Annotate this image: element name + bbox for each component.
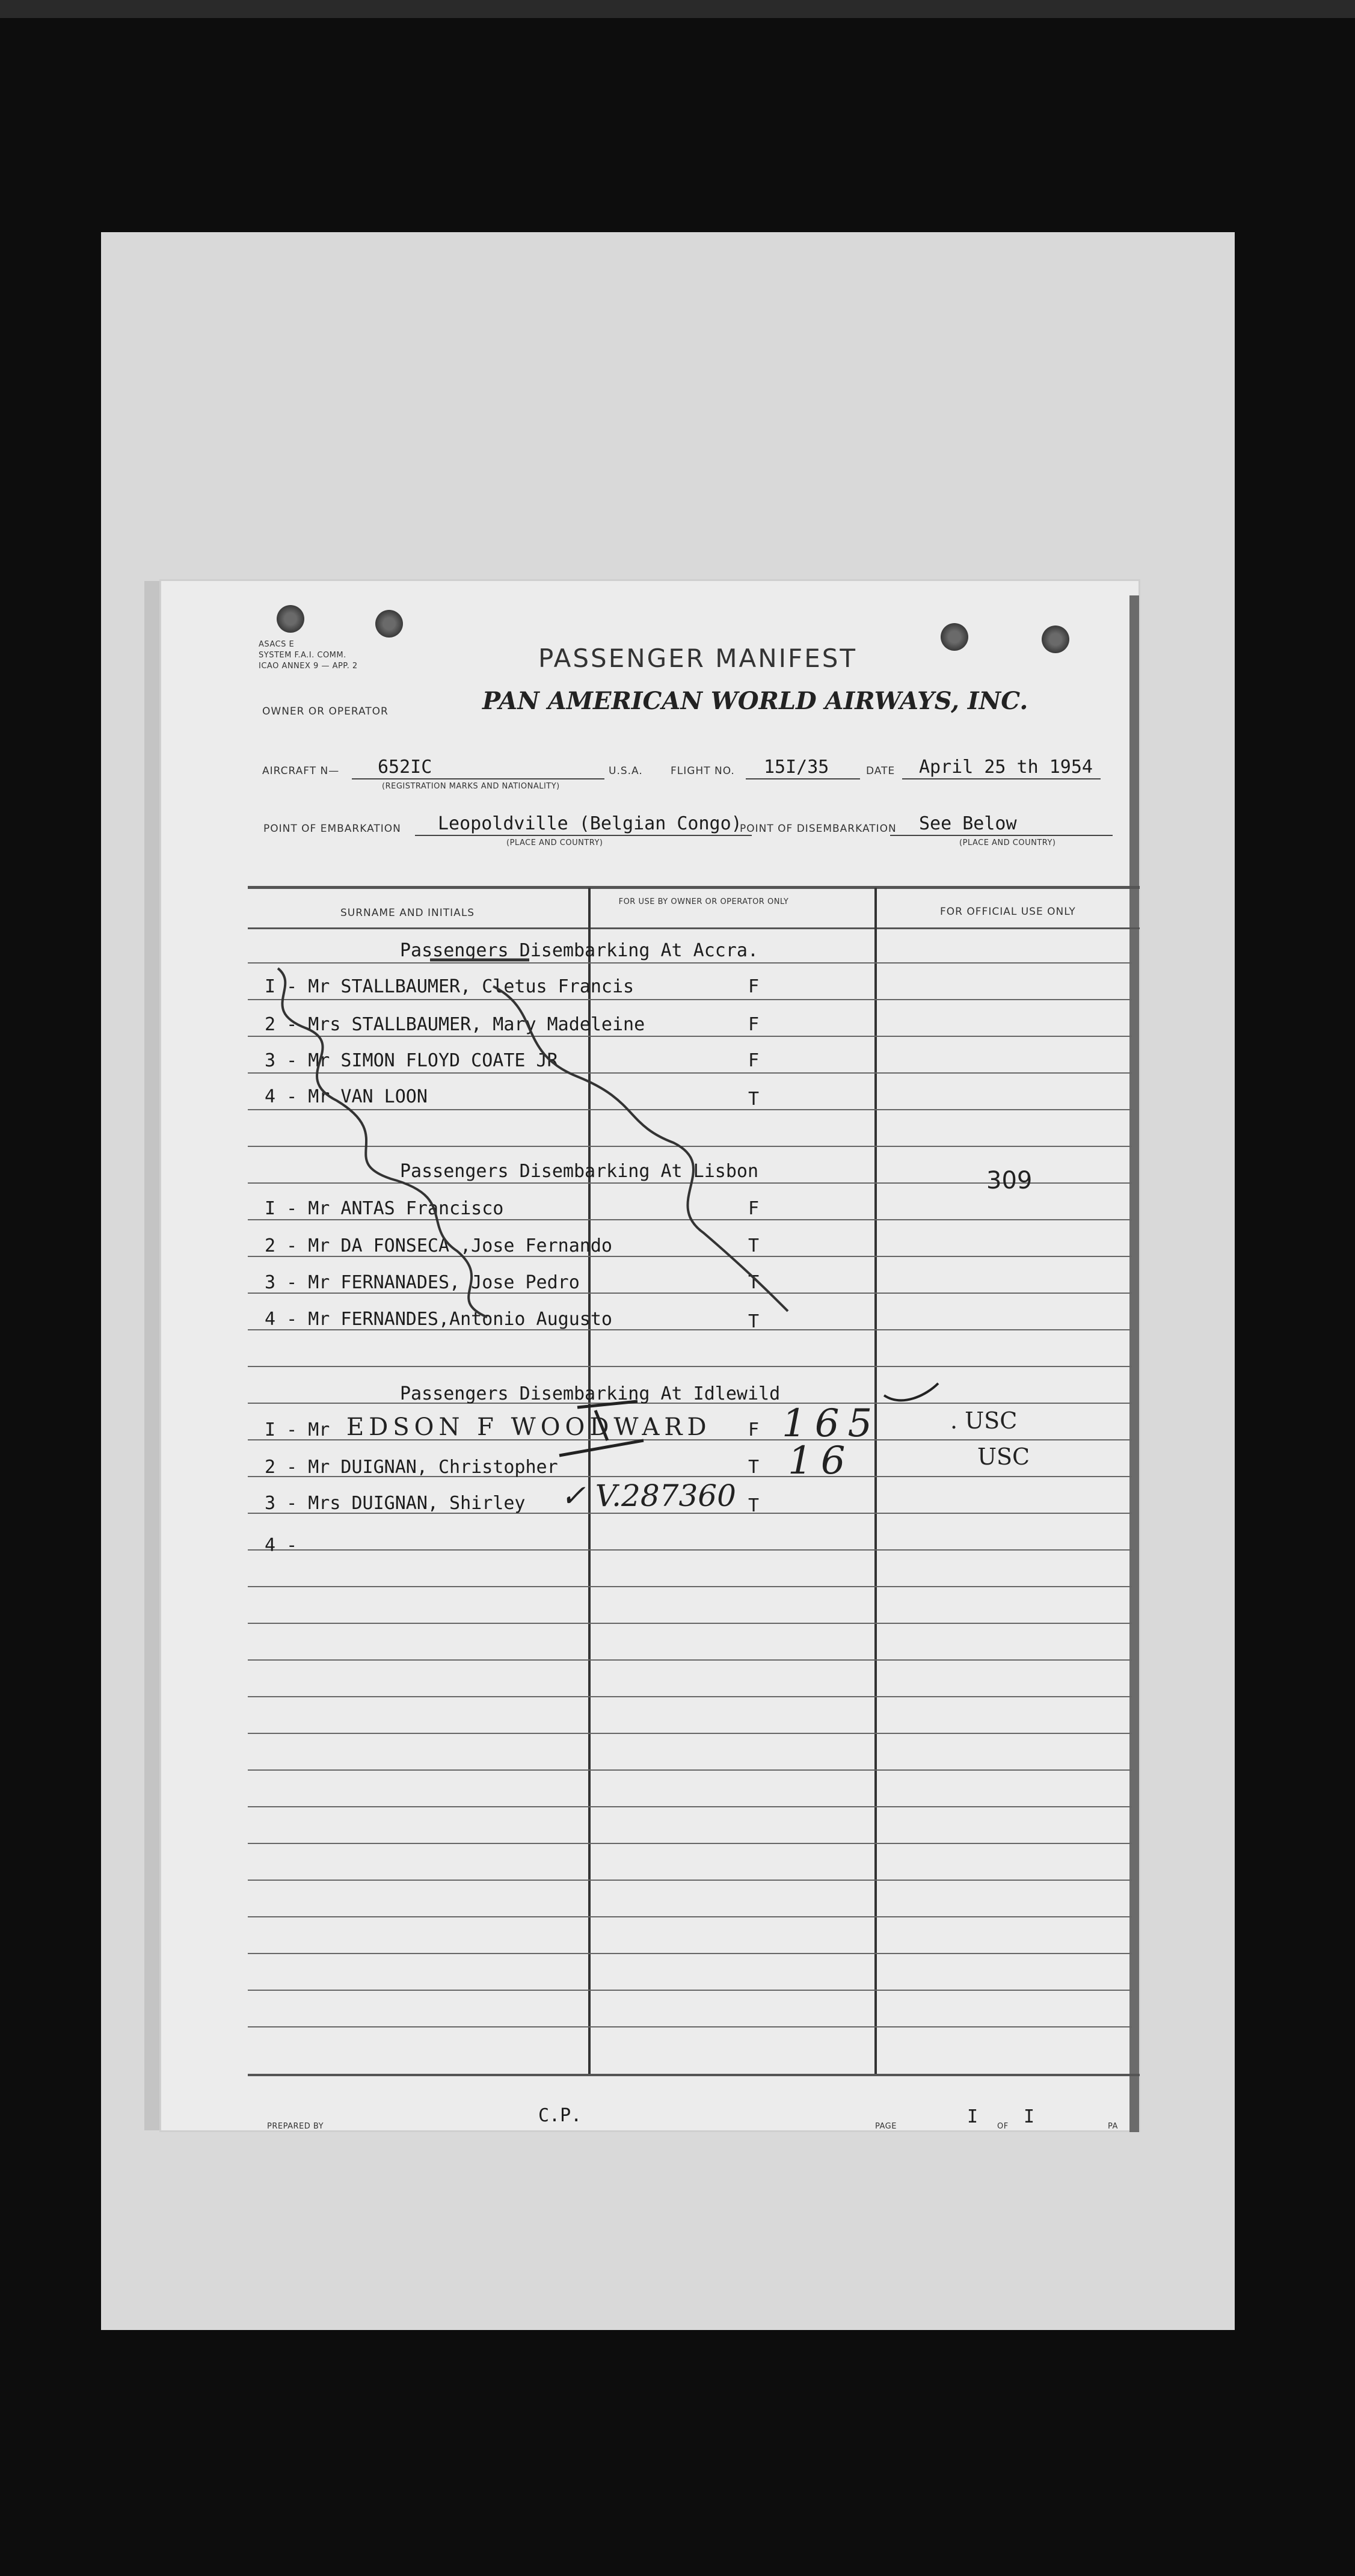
page-value: I [967, 2106, 979, 2127]
page-label: PAGE [875, 2122, 897, 2131]
passenger-code: T [748, 1495, 760, 1516]
registration-caption: (REGISTRATION MARKS AND NATIONALITY) [382, 782, 560, 791]
passenger-name: 4 - Mr FERNANDES,Antonio Augusto [265, 1309, 612, 1330]
date-label: DATE [866, 765, 896, 777]
column-header-official-use: FOR OFFICIAL USE ONLY [940, 906, 1076, 918]
handwritten-correction [559, 1401, 644, 1456]
check-mark [884, 1383, 938, 1400]
strike-through-line [493, 986, 788, 1311]
passenger-name: 2 - Mrs STALLBAUMER, Mary Madeleine [265, 1014, 645, 1035]
passenger-code: T [748, 1272, 760, 1293]
column-header-surname: SURNAME AND INITIALS [340, 907, 475, 919]
disembarkation-label: POINT OF DISEMBARKATION [740, 823, 897, 835]
passenger-name: 3 - Mr FERNANADES, Jose Pedro [265, 1272, 580, 1293]
group-heading: Passengers Disembarking At Accra. [400, 940, 759, 961]
disembarkation-value: See Below [919, 813, 1017, 834]
passenger-code: F [748, 1198, 760, 1219]
passenger-name: 4 - Mr VAN LOON [265, 1086, 428, 1107]
owner-label: OWNER OR OPERATOR [262, 705, 389, 718]
handwritten-note: 16 [788, 1439, 854, 1483]
group-heading: Passengers Disembarking At Idlewild [400, 1383, 781, 1404]
passenger-code: T [748, 1457, 760, 1478]
passenger-name: 2 - Mr DA FONSECA ,Jose Fernando [265, 1235, 612, 1256]
passenger-code: T [748, 1235, 760, 1256]
passenger-name: 3 - Mr SIMON FLOYD COATE JR [265, 1050, 558, 1071]
group-heading: Passengers Disembarking At Lisbon [400, 1161, 759, 1182]
passenger-name: I - Mr [265, 1419, 330, 1440]
passenger-name: I - Mr STALLBAUMER, Cletus Francis [265, 976, 634, 997]
flight-label: FLIGHT NO. [671, 765, 735, 777]
prepared-label: PREPARED BY [267, 2122, 324, 2131]
usa-label: U.S.A. [609, 765, 643, 777]
passenger-code: T [748, 1311, 760, 1332]
aircraft-label: AIRCRAFT N— [262, 765, 340, 777]
form-code-2: SYSTEM F.A.I. COMM. [259, 651, 346, 660]
operator-name: PAN AMERICAN WORLD AIRWAYS, INC. [482, 687, 1028, 715]
prepared-value: C.P. [538, 2105, 582, 2126]
of-value: I [1024, 2106, 1035, 2127]
form-code-1: ASACS E [259, 640, 295, 649]
passenger-name: 4 - [265, 1535, 298, 1556]
of-label: OF [997, 2122, 1009, 2131]
embarkation-caption: (PLACE AND COUNTRY) [506, 838, 603, 847]
embarkation-value: Leopoldville (Belgian Congo) [438, 813, 742, 834]
official-note: . USC [950, 1407, 1018, 1434]
strike-through-line [278, 968, 487, 1317]
handwritten-note: 165 [782, 1401, 881, 1446]
official-note: 309 [986, 1167, 1033, 1194]
embarkation-label: POINT OF EMBARKATION [263, 823, 401, 835]
passenger-code: T [748, 1089, 760, 1110]
passenger-code: F [748, 1419, 760, 1440]
passenger-name: 3 - Mrs DUIGNAN, Shirley [265, 1493, 526, 1514]
passenger-name: I - Mr ANTAS Francisco [265, 1198, 504, 1219]
official-note: USC [977, 1443, 1030, 1470]
passenger-code: F [748, 976, 760, 997]
pages-label: PA [1108, 2122, 1118, 2131]
handwritten-note: ✓ V.287360 [561, 1478, 736, 1513]
disembarkation-caption: (PLACE AND COUNTRY) [959, 838, 1056, 847]
passenger-name: 2 - Mr DUIGNAN, Christopher [265, 1457, 558, 1478]
passenger-code: F [748, 1014, 760, 1035]
passenger-code: F [748, 1050, 760, 1071]
flight-value: 15I/35 [764, 757, 829, 778]
date-value: April 25 th 1954 [919, 757, 1093, 778]
column-header-owner-use: FOR USE BY OWNER OR OPERATOR ONLY [618, 897, 789, 906]
aircraft-value: 652IC [378, 757, 432, 778]
form-code-3: ICAO ANNEX 9 — APP. 2 [259, 662, 358, 671]
page-title: PASSENGER MANIFEST [538, 644, 858, 673]
handwritten-name: EDSON F WOODWARD [346, 1413, 711, 1441]
